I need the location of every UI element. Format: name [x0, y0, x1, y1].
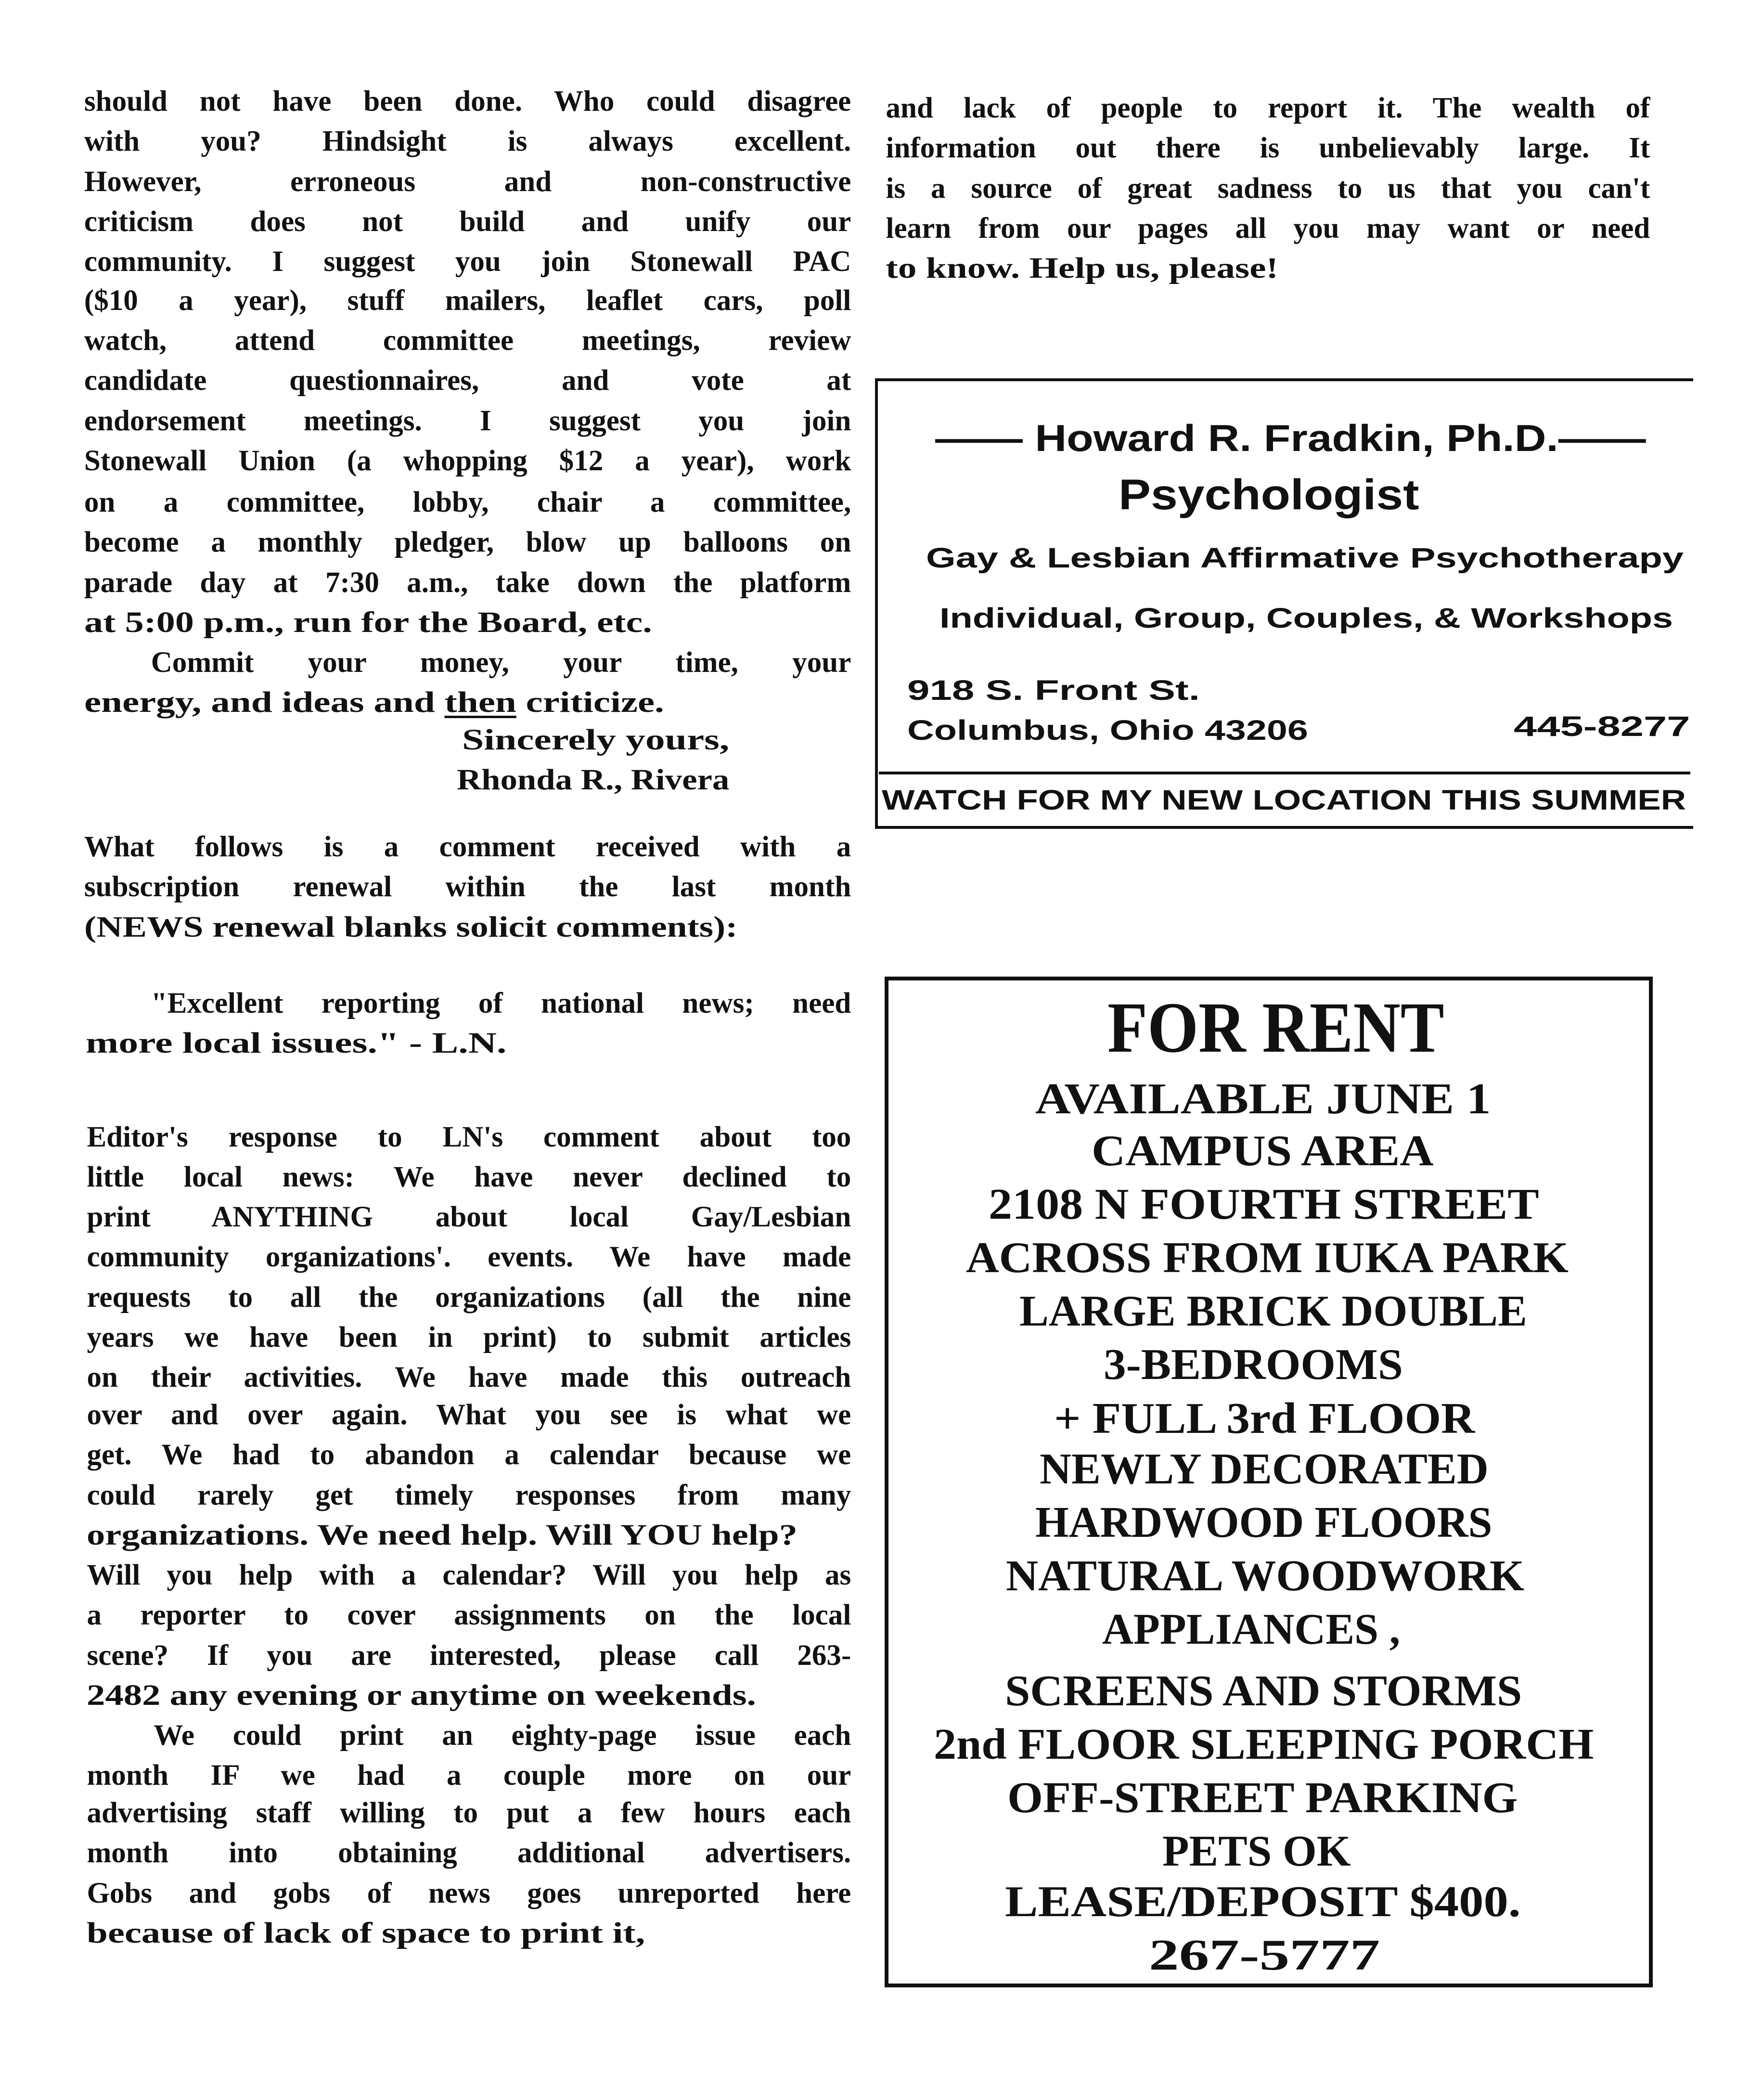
editor-response-line: requests to all the organizations (all the nine: [87, 1281, 851, 1314]
right-column-line: information out there is unbelievably large. It: [886, 132, 1650, 165]
letter-line: Stonewall Union (a whopping $12 a year), work: [84, 444, 851, 477]
letter-line: at 5:00 p.m., run for the Board, etc.: [84, 606, 652, 639]
rent-ad-line: LEASE/DEPOSIT $400.: [1004, 1877, 1521, 1926]
right-column-line: learn from our pages all you may want or need: [886, 212, 1650, 245]
letter-text: criticize.: [516, 686, 664, 719]
letter-line: However, erroneous and non-constructive: [84, 165, 851, 198]
letter-line: ($10 a year), stuff mailers, leaflet cars, poll: [84, 284, 851, 317]
letter-line: watch, attend committee meetings, review: [84, 324, 851, 357]
rent-ad-line: CAMPUS AREA: [1091, 1126, 1434, 1175]
psychologist-name: —— Howard R. Fradkin, Ph.D.——: [935, 418, 1647, 460]
psychologist-street: 918 S. Front St.: [907, 674, 1200, 706]
rent-ad-line: 2108 N FOURTH STREET: [989, 1179, 1539, 1229]
right-column-line: and lack of people to report it. The wealth of: [886, 92, 1650, 125]
editor-response-line: month IF we had a couple more on our: [87, 1759, 851, 1792]
psychologist-city: Columbus, Ohio 43206: [907, 715, 1308, 747]
rent-ad-heading: FOR RENT: [1107, 987, 1444, 1068]
letter-line: become a monthly pledger, blow up balloons on: [84, 526, 851, 559]
editor-response-line: We could print an eighty-page issue each: [154, 1719, 851, 1752]
letter-emphasis: then: [444, 686, 516, 719]
letter-line: parade day at 7:30 a.m., take down the platform: [84, 566, 851, 599]
letter-line: Commit your money, your time, your: [151, 646, 851, 679]
letter-signature: Rhonda R., Rivera: [457, 764, 730, 797]
rent-ad-line: OFF-STREET PARKING: [1007, 1772, 1518, 1822]
quote-line: "Excellent reporting of national news; need: [151, 987, 851, 1019]
intro-line: (NEWS renewal blanks solicit comments):: [84, 911, 738, 943]
intro-line: What follows is a comment received with a: [84, 831, 851, 863]
psychologist-title: Psychologist: [1118, 470, 1419, 518]
letter-line: on a committee, lobby, chair a committee,: [84, 486, 851, 518]
rent-ad-line: NATURAL WOODWORK: [1006, 1551, 1525, 1600]
letter-line: endorsement meetings. I suggest you join: [84, 404, 851, 437]
editor-response-line: on their activities. We have made this outreach: [87, 1361, 851, 1394]
rent-ad-line: 3-BEDROOMS: [1103, 1340, 1403, 1389]
quote-line: more local issues." - L.N.: [85, 1027, 507, 1060]
editor-response-line: over and over again. What you see is what we: [87, 1398, 851, 1431]
right-column-line: is a source of great sadness to us that you can't: [886, 172, 1650, 205]
right-column-line: to know. Help us, please!: [886, 252, 1279, 285]
editor-response-line: because of lack of space to print it,: [87, 1917, 645, 1950]
letter-line: should not have been done. Who could disagree: [84, 85, 851, 118]
editor-response-line: advertising staff willing to put a few hours each: [87, 1797, 851, 1829]
editor-response-line: Gobs and gobs of news goes unreported here: [87, 1877, 851, 1909]
editor-response-line: Editor's response to LN's comment about too: [87, 1121, 851, 1153]
rent-ad-line: LARGE BRICK DOUBLE: [1019, 1286, 1527, 1336]
editor-response-line: could rarely get timely responses from many: [87, 1479, 851, 1511]
rent-ad-line: 267-5777: [1149, 1930, 1380, 1980]
intro-line: subscription renewal within the last month: [84, 871, 851, 903]
editor-response-line: little local news: We have never declined to: [87, 1160, 851, 1193]
rent-ad-line: 2nd FLOOR SLEEPING PORCH: [934, 1719, 1594, 1768]
letter-last-line: [84, 688, 664, 717]
editor-response-line: get. We had to abandon a calendar because we: [87, 1439, 851, 1471]
psychologist-phone: 445-8277: [1514, 710, 1690, 742]
psychologist-services: Individual, Group, Couples, & Workshops: [939, 603, 1673, 634]
psychologist-notice: WATCH FOR MY NEW LOCATION THIS SUMMER: [882, 784, 1686, 816]
letter-line: criticism does not build and unify our: [84, 206, 851, 238]
rent-ad-line: AVAILABLE JUNE 1: [1035, 1074, 1492, 1123]
rent-ad-line: SCREENS AND STORMS: [1004, 1665, 1522, 1715]
letter-line: with you? Hindsight is always excellent.: [84, 125, 851, 158]
rent-ad-line: HARDWOOD FLOORS: [1035, 1497, 1493, 1547]
letter-closing: Sincerely yours,: [462, 724, 730, 757]
rent-ad-line: NEWLY DECORATED: [1039, 1443, 1489, 1493]
editor-response-line: organizations. We need help. Will YOU help?: [87, 1519, 798, 1551]
editor-response-line: scene? If you are interested, please call 263-: [87, 1639, 851, 1672]
rent-ad-line: ACROSS FROM IUKA PARK: [966, 1233, 1569, 1282]
editor-response-line: month into obtaining additional advertisers.: [87, 1837, 851, 1869]
letter-line: community. I suggest you join Stonewall PAC: [84, 245, 851, 278]
editor-response-line: print ANYTHING about local Gay/Lesbian: [87, 1201, 851, 1234]
editor-response-line: Will you help with a calendar? Will you help as: [87, 1559, 851, 1592]
letter-line: candidate questionnaires, and vote at: [84, 364, 851, 397]
rent-ad-line: PETS OK: [1162, 1826, 1351, 1875]
editor-response-line: 2482 any evening or anytime on weekends.: [87, 1679, 757, 1712]
rent-ad-line: APPLIANCES ,: [1102, 1604, 1401, 1654]
editor-response-line: years we have been in print) to submit articles: [87, 1321, 851, 1353]
psychologist-specialty: Gay & Lesbian Affirmative Psychotherapy: [926, 542, 1684, 574]
editor-response-line: a reporter to cover assignments on the local: [87, 1599, 851, 1632]
rent-ad-line: + FULL 3rd FLOOR: [1054, 1393, 1475, 1443]
psychologist-ad-divider: [879, 772, 1690, 774]
letter-text: energy, and ideas and: [84, 686, 445, 719]
editor-response-line: community organizations'. events. We have made: [87, 1241, 851, 1274]
